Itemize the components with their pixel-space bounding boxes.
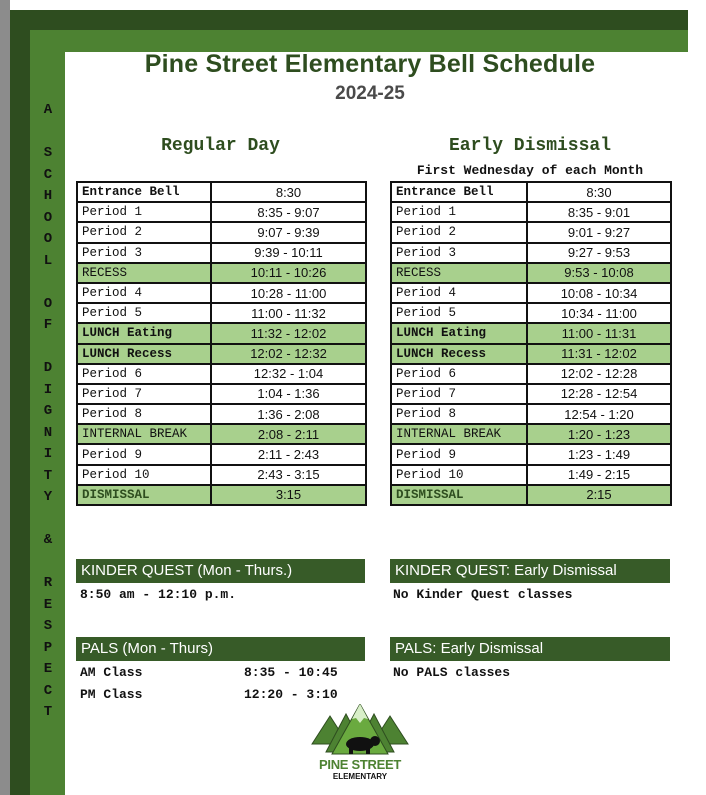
schedule-period-label: RECESS	[77, 263, 211, 283]
schedule-period-label: DISMISSAL	[77, 485, 211, 505]
regular-day-schedule-table	[76, 181, 367, 506]
schedule-time: 10:28 - 11:00	[211, 283, 366, 303]
schedule-period-label: Period 4	[391, 283, 527, 303]
schedule-time: 12:32 - 1:04	[211, 364, 366, 384]
schedule-row	[391, 323, 671, 343]
schedule-period-label: Period 5	[391, 303, 527, 323]
schedule-period-label: RECESS	[391, 263, 527, 283]
schedule-row	[77, 364, 366, 384]
schedule-period-label: LUNCH Recess	[391, 344, 527, 364]
pals-am-time: 8:35 - 10:45	[244, 665, 338, 680]
schedule-period-label: Period 2	[391, 222, 527, 242]
schedule-row	[77, 465, 366, 485]
schedule-time: 9:01 - 9:27	[527, 222, 671, 242]
schedule-row	[391, 182, 671, 202]
schedule-time: 12:54 - 1:20	[527, 404, 671, 424]
schedule-period-label: Period 7	[77, 384, 211, 404]
logo-subtitle: ELEMENTARY	[332, 772, 388, 781]
schedule-row	[391, 364, 671, 384]
schedule-time: 10:11 - 10:26	[211, 263, 366, 283]
kinder-quest-early-heading: KINDER QUEST: Early Dismissal	[390, 559, 670, 583]
schedule-period-label: Period 8	[391, 404, 527, 424]
schedule-period-label: Period 1	[77, 202, 211, 222]
schedule-time: 8:35 - 9:07	[211, 202, 366, 222]
schedule-row	[77, 283, 366, 303]
kinder-quest-early-note: No Kinder Quest classes	[393, 587, 573, 602]
schedule-time: 11:31 - 12:02	[527, 344, 671, 364]
schedule-row	[391, 303, 671, 323]
schedule-time: 2:11 - 2:43	[211, 444, 366, 464]
schedule-row	[391, 465, 671, 485]
schedule-time: 9:39 - 10:11	[211, 243, 366, 263]
kinder-quest-heading: KINDER QUEST (Mon - Thurs.)	[76, 559, 365, 583]
regular-day-heading: Regular Day	[161, 136, 280, 156]
schedule-time: 2:43 - 3:15	[211, 465, 366, 485]
schedule-period-label: LUNCH Eating	[391, 323, 527, 343]
kinder-quest-hours: 8:50 am - 12:10 p.m.	[80, 587, 237, 602]
schedule-row	[391, 485, 671, 505]
pals-am-label: AM Class	[80, 665, 143, 680]
page-title: Pine Street Elementary Bell Schedule	[144, 50, 596, 78]
schedule-row	[391, 384, 671, 404]
left-border	[10, 30, 30, 795]
schedule-time: 2:15	[527, 485, 671, 505]
schedule-time: 8:35 - 9:01	[527, 202, 671, 222]
schedule-period-label: LUNCH Recess	[77, 344, 211, 364]
schedule-row	[391, 344, 671, 364]
schedule-row	[391, 444, 671, 464]
schedule-row	[77, 444, 366, 464]
schedule-period-label: Period 5	[77, 303, 211, 323]
schedule-time: 1:20 - 1:23	[527, 424, 671, 444]
schedule-time: 12:02 - 12:32	[211, 344, 366, 364]
schedule-row	[391, 222, 671, 242]
schedule-time: 10:34 - 11:00	[527, 303, 671, 323]
page-edge	[0, 0, 10, 795]
schedule-row	[391, 243, 671, 263]
schedule-period-label: Period 7	[391, 384, 527, 404]
pals-early-heading: PALS: Early Dismissal	[390, 637, 670, 661]
pals-early-note: No PALS classes	[393, 665, 511, 680]
top-border	[10, 10, 688, 30]
schedule-time: 11:32 - 12:02	[211, 323, 366, 343]
school-year: 2024-25	[335, 83, 405, 104]
early-dismissal-subheading: First Wednesday of each Month	[416, 163, 644, 178]
schedule-row	[77, 243, 366, 263]
schedule-period-label: Period 1	[391, 202, 527, 222]
schedule-period-label: Period 9	[391, 444, 527, 464]
schedule-period-label: Period 3	[391, 243, 527, 263]
schedule-time: 1:36 - 2:08	[211, 404, 366, 424]
schedule-period-label: Period 8	[77, 404, 211, 424]
schedule-period-label: Period 10	[391, 465, 527, 485]
schedule-row	[391, 202, 671, 222]
logo-name: PINE STREET	[319, 757, 401, 772]
early-dismissal-heading: Early Dismissal	[448, 136, 612, 156]
schedule-time: 9:07 - 9:39	[211, 222, 366, 242]
schedule-time: 1:23 - 1:49	[527, 444, 671, 464]
top-border-inner	[30, 30, 688, 52]
pals-pm-time: 12:20 - 3:10	[244, 687, 338, 702]
schedule-period-label: DISMISSAL	[391, 485, 527, 505]
schedule-period-label: Period 6	[391, 364, 527, 384]
schedule-row	[77, 303, 366, 323]
schedule-row	[77, 323, 366, 343]
schedule-period-label: Period 3	[77, 243, 211, 263]
schedule-time: 11:00 - 11:32	[211, 303, 366, 323]
schedule-row	[77, 344, 366, 364]
schedule-time: 8:30	[527, 182, 671, 202]
schedule-row	[391, 283, 671, 303]
schedule-period-label: Period 2	[77, 222, 211, 242]
schedule-row	[77, 263, 366, 283]
early-dismissal-schedule-table	[390, 181, 672, 506]
schedule-row	[77, 182, 366, 202]
pals-heading: PALS (Mon - Thurs)	[76, 637, 365, 661]
schedule-time: 1:04 - 1:36	[211, 384, 366, 404]
schedule-time: 3:15	[211, 485, 366, 505]
schedule-period-label: INTERNAL BREAK	[391, 424, 527, 444]
schedule-time: 12:02 - 12:28	[527, 364, 671, 384]
schedule-time: 2:08 - 2:11	[211, 424, 366, 444]
schedule-time: 8:30	[211, 182, 366, 202]
schedule-row	[77, 424, 366, 444]
pals-pm-label: PM Class	[80, 687, 143, 702]
schedule-period-label: Entrance Bell	[391, 182, 527, 202]
school-motto: A S C H O O L O F D I G N I T Y & R E S P E C T	[43, 102, 53, 720]
schedule-row	[391, 404, 671, 424]
schedule-row	[77, 404, 366, 424]
schedule-period-label: Period 10	[77, 465, 211, 485]
schedule-period-label: Entrance Bell	[77, 182, 211, 202]
schedule-period-label: LUNCH Eating	[77, 323, 211, 343]
schedule-period-label: INTERNAL BREAK	[77, 424, 211, 444]
schedule-period-label: Period 4	[77, 283, 211, 303]
schedule-row	[77, 202, 366, 222]
schedule-time: 11:00 - 11:31	[527, 323, 671, 343]
schedule-row	[391, 424, 671, 444]
schedule-row	[77, 485, 366, 505]
schedule-time: 1:49 - 2:15	[527, 465, 671, 485]
schedule-time: 10:08 - 10:34	[527, 283, 671, 303]
schedule-time: 9:53 - 10:08	[527, 263, 671, 283]
schedule-time: 9:27 - 9:53	[527, 243, 671, 263]
schedule-row	[77, 222, 366, 242]
schedule-row	[77, 384, 366, 404]
schedule-time: 12:28 - 12:54	[527, 384, 671, 404]
schedule-period-label: Period 6	[77, 364, 211, 384]
schedule-period-label: Period 9	[77, 444, 211, 464]
schedule-row	[391, 263, 671, 283]
